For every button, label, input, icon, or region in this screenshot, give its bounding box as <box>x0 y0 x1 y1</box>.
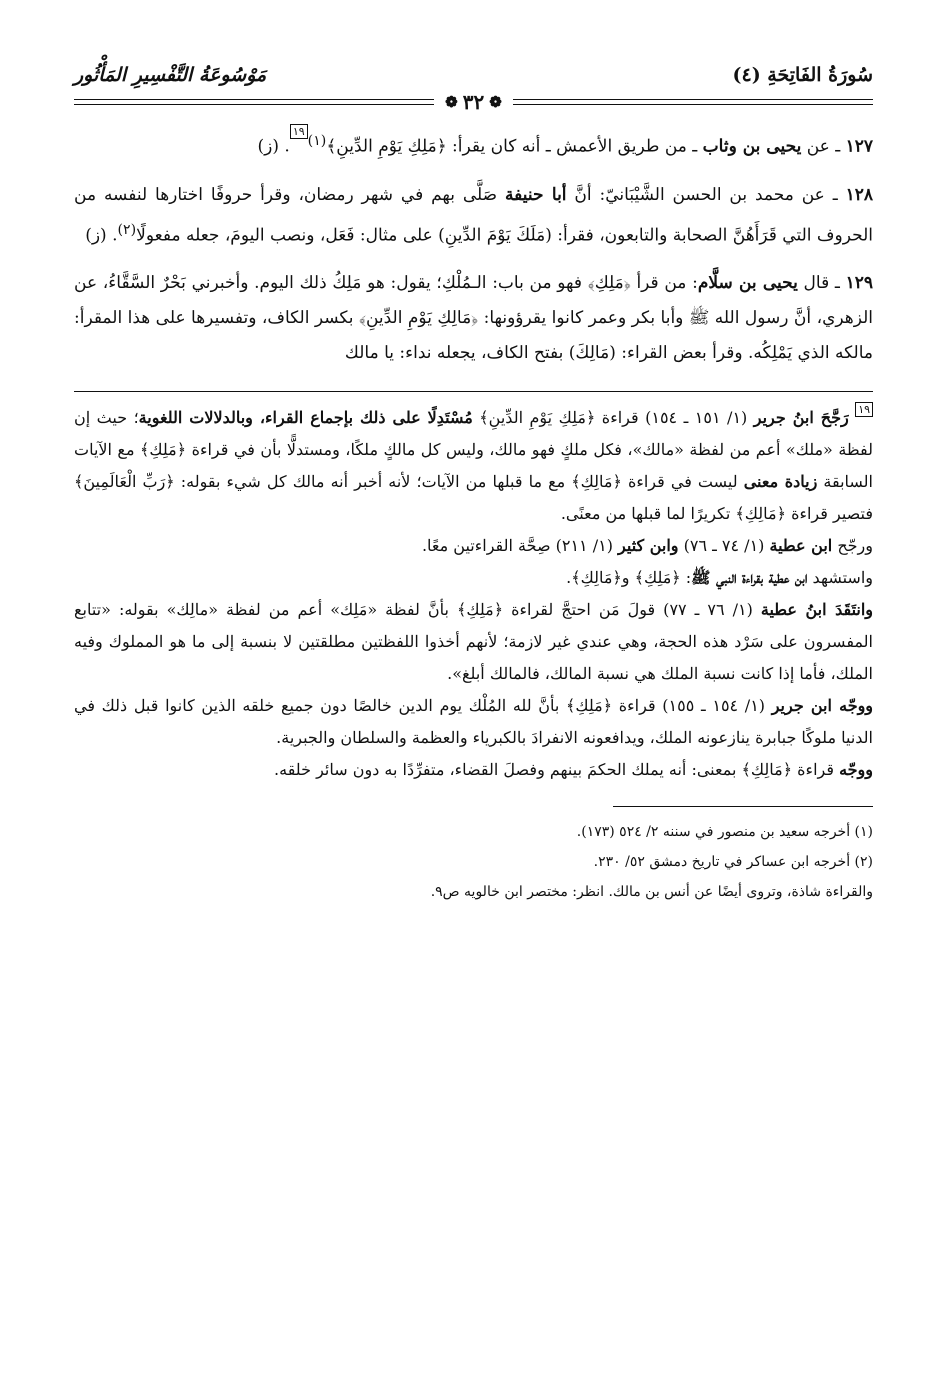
commentary-paragraph <box>74 690 873 754</box>
commentary-paragraph <box>74 530 873 562</box>
footnotes <box>74 817 873 907</box>
entry-text: : من قرأ ﴿مَلِكِ﴾ فهو من باب: الـمُلْكِ؛ يقول: هو مَلِكُ ذلك اليوم. وأخبرني بَحْرٌ السَّقَّاءُ، عن الزهري، أنَّ رسول الله ﷺ وأبا بكر وعمر كانوا يقرؤونها: ﴿مَالِكِ يَوْمِ الدِّينِ﴾ بكسر الكاف، وتفسيرها على هذا المقرأ: مالكه الذي يَمْلِكُه. وقرأ بعض القراء: (مَالِكَ) بفتح الكاف، يجعله نداء: يا مالك <box>74 273 873 364</box>
commentary-bold: مُسْتَدِلًا على ذلك بإجماع القراء، وبالدلالات اللغوية <box>138 408 473 428</box>
commentary-text: (١/ ٢١١) صِحَّة القراءتين معًا. <box>421 536 619 556</box>
running-header <box>74 52 873 86</box>
double-rule-right <box>513 99 873 105</box>
entry-text: ـ عن <box>801 136 846 157</box>
commentary-text: ورجّح <box>832 536 873 556</box>
entry-number: ١٢٨ <box>845 184 873 205</box>
narrator-name: يحيى بن وثاب <box>702 136 802 157</box>
commentary-text: (١/ ١٥٤ ـ ١٥٥) قراءة ﴿مَلِكِ﴾ بأنَّ لله المُلْك يوم الدين خالصًا دون جميع خلقه الذين كانوا قبل ذلك في الدنيا ملوكًا جبابرة ينازعونه الملك، ويدافعونه الانفرادَ بالكبرياء والعظمة والسلطان والجبرية. <box>74 696 873 748</box>
entry-text: . (ز) <box>257 136 290 157</box>
surah-title: سُورَةُ الفَاتِحَةِ (٤) <box>732 64 873 86</box>
entry-number: ١٢٩ <box>845 273 873 294</box>
commentary-bold: ابن عطية بقراءة النبي ﷺ <box>691 568 808 588</box>
commentary-bold: زيادة معنى <box>743 472 818 492</box>
header-rule <box>74 90 873 114</box>
footnote-note: والقراءة شاذة، وتروى أيضًا عن أنس بن مالك. انظر: مختصر ابن خالويه ص٩. <box>430 884 873 901</box>
commentary-text: ؛ حيث إن لفظة «ملك» أعم من لفظة «مالك»، فكل ملكٍ فهو مالك، وليس كل مالكٍ ملكًا، ومستدلًّا بأن في قراءة ﴿مَلِكِ﴾ مع الآيات السابقة <box>74 408 873 492</box>
commentary-text: (١/ ٧٤ ـ ٧٦) <box>678 536 770 556</box>
commentary-bold: وانتَقَدَ ابنُ عطية <box>760 600 874 620</box>
commentary-bold: رَجَّحَ ابنُ جرير <box>753 408 849 428</box>
commentary-text: ليست في قراءة ﴿مَالِكِ﴾ مع ما قبلها من الآيات؛ لأنه أخبر أنه مالك كل شيء بقوله: ﴿رَبِّ الْعَالَمِينَ﴾ فتصير قراءة ﴿مَالِكِ﴾ تكريرًا لما قبلها من معنًى. <box>74 472 873 524</box>
commentary-section <box>74 402 873 786</box>
commentary-text: : ﴿مَلِكِ﴾ و﴿مَالِكِ﴾. <box>566 568 692 588</box>
entry-text: ـ عن محمد بن الحسن الشَّيْبَانيّ: أنَّ <box>566 184 846 205</box>
commentary-paragraph <box>74 594 873 690</box>
entry-text: ـ من طريق الأعمش ـ أنه كان يقرأ: ﴿مَلِكِ يَوْمِ الدِّينِ﴾ <box>326 136 703 157</box>
narrator-name: أبا حنيفة <box>505 184 567 205</box>
commentary-bold: ووجّه <box>839 760 873 780</box>
commentary-box-number: ١٩ <box>855 402 873 417</box>
footnote-ref: (١) <box>307 133 327 149</box>
entry-129 <box>74 266 873 371</box>
page-number-box <box>434 90 513 114</box>
entry-128 <box>74 178 873 254</box>
footnote-ref: (٢) <box>117 221 137 238</box>
commentary-ref-box: ١٩ <box>290 124 308 139</box>
double-rule-left <box>74 99 434 105</box>
ornament-icon: ❁ <box>489 93 502 111</box>
footnote-2: (٢) أخرجه ابن عساكر في تاريخ دمشق ٥٢/ ٢٣٠. <box>593 854 873 871</box>
commentary-text: واستشهد <box>807 568 873 588</box>
entry-text: صَلَّى بهم في شهر رمضان، وقرأ حروفًا اختارها لنفسه من الحروف التي قَرَأَهُنَّ الصحابة والتابعون، فقرأ: (مَلَكَ يَوْمَ الدِّينِ) على مثال: فَعَل، ونصب اليومَ، جعله مفعولًا <box>74 184 873 246</box>
entry-text: . (ز) <box>85 225 118 246</box>
commentary-text: (١/ ٧٦ ـ ٧٧) قولَ مَن احتجَّ لقراءة ﴿مَلِكِ﴾ بأنَّ لفظة «مَلِك» أعم من لفظة «مالِك» بقوله: «تتابع المفسرون على سَرْد هذه الحجة، وهي عندي غير لازمة؛ لأنهم أخذوا اللفظتين مطلقتين لا بنسبة إلى ما هو المملوك وفيه الملك، فأما إذا كانت نسبة الملك هي نسبة المالك، فالمالك أبلغ». <box>74 600 873 684</box>
entry-127 <box>74 124 873 165</box>
commentary-bold: وابن كثير <box>618 536 679 556</box>
narrator-name: يحيى بن سلَّام <box>697 273 798 294</box>
book-title: مَوْسُوعَةُ التَّفْسِيرِ المَأْثُور <box>74 64 267 86</box>
entry-text: ـ قال <box>797 273 846 294</box>
footnote-1: (١) أخرجه سعيد بن منصور في سننه ٢/ ٥٢٤ (١٧٣). <box>576 824 873 841</box>
commentary-paragraph <box>74 754 873 786</box>
commentary-paragraph <box>74 402 873 530</box>
ornament-icon: ❁ <box>445 93 458 111</box>
commentary-paragraph <box>74 562 873 594</box>
footnote-divider <box>613 806 873 807</box>
commentary-divider <box>74 391 873 392</box>
commentary-bold: ووجّه ابن جرير <box>771 696 874 716</box>
main-text <box>74 124 873 371</box>
entry-number: ١٢٧ <box>845 136 873 157</box>
commentary-text: قراءة ﴿مَالِكِ﴾ بمعنى: أنه يملك الحكمَ بينهم وفصلَ القضاء، متفرِّدًا به دون سائر خلقه. <box>274 760 840 780</box>
commentary-bold: ابن عطية <box>769 536 833 556</box>
commentary-text: (١/ ١٥١ ـ ١٥٤) قراءة ﴿مَلِكِ يَوْمِ الدِّينِ﴾ <box>472 408 754 428</box>
page-number: ٣٢ <box>462 90 485 114</box>
